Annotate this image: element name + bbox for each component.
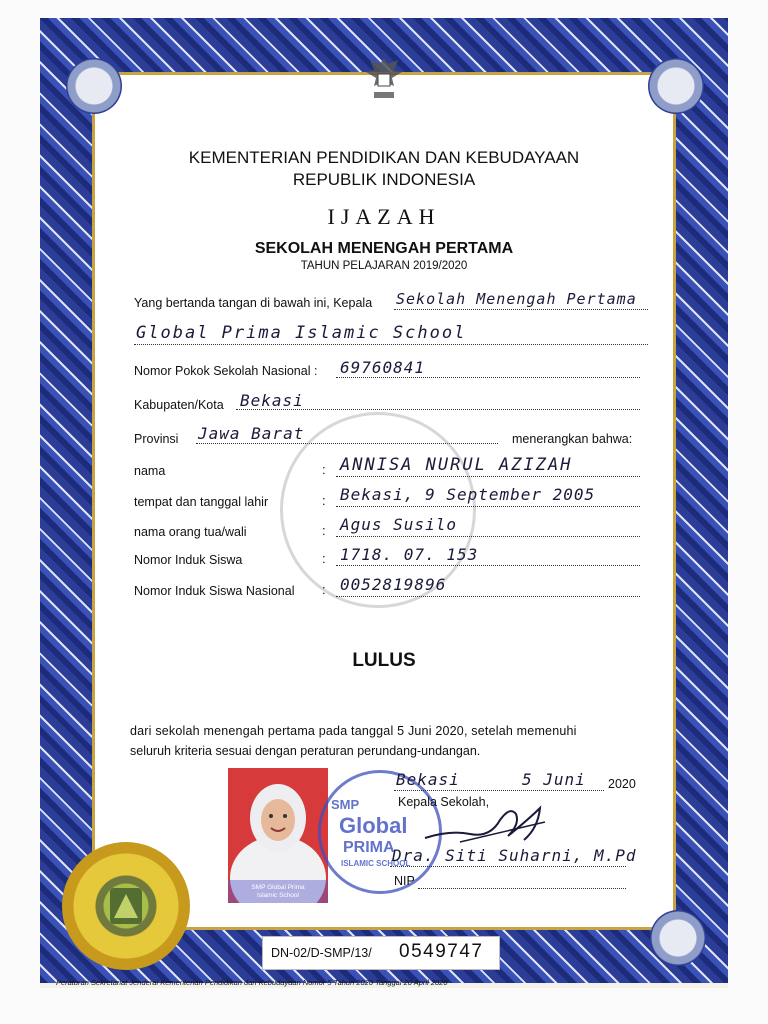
school-name: Global Prima Islamic School (136, 323, 467, 343)
stamp-text-smp: SMP (331, 797, 360, 812)
photo-caption-line2: Islamic School (257, 892, 299, 899)
sign-date: 5 Juni (522, 770, 586, 789)
field-label-nis: Nomor Induk Siswa (134, 553, 243, 567)
intro-underline (394, 309, 648, 310)
field-value-birth: Bekasi, 9 September 2005 (340, 485, 596, 504)
field-underline (336, 536, 640, 537)
principal-name-underline (390, 866, 626, 867)
hologram-seal (62, 842, 190, 970)
serial-number-box (262, 936, 500, 970)
field-value-name: ANNISA NURUL AZIZAH (340, 455, 573, 475)
regulation-footnote: Peraturan Sekretariat Jenderal Kementerian Pendidikan dan Kebudayaan Nomor 5 Tahun 2020 Tanggal 20 April 2020 (56, 978, 448, 987)
graduation-result: LULUS (352, 650, 416, 671)
field-value-nisn: 0052819896 (340, 575, 447, 594)
province-label: Provinsi (134, 432, 179, 446)
ministry-name-line1: KEMENTERIAN PENDIDIKAN DAN KEBUDAYAAN (188, 148, 580, 167)
nip-label: NIP (394, 874, 415, 888)
province-value: Jawa Barat (198, 424, 305, 443)
school-level-heading: SEKOLAH MENENGAH PERTAMA (254, 240, 514, 257)
field-colon: : (322, 462, 326, 477)
corner-ornament-bottom-right (650, 910, 706, 966)
npsn-label: Nomor Pokok Sekolah Nasional : (134, 364, 318, 378)
field-label-parent: nama orang tua/wali (134, 525, 247, 539)
field-colon: : (322, 551, 326, 566)
garuda-emblem-icon (364, 56, 404, 102)
student-photo (228, 768, 328, 903)
stamp-text-school: ISLAMIC SCHOOL (341, 859, 411, 868)
document-title: IJAZAH (327, 204, 441, 229)
regency-label: Kabupaten/Kota (134, 398, 224, 412)
student-portrait-icon (228, 768, 328, 903)
principal-role: Kepala Sekolah, (398, 795, 490, 809)
states-label: menerangkan bahwa: (512, 432, 633, 446)
field-value-nis: 1718. 07. 153 (340, 545, 479, 564)
principal-name: Dra. Siti Suharni, M.Pd (392, 846, 637, 865)
field-label-nisn: Nomor Induk Siswa Nasional (134, 584, 295, 598)
corner-ornament-top-left (66, 58, 122, 114)
sign-year: 2020 (608, 777, 636, 791)
serial-number: 0549747 (399, 941, 484, 962)
academic-year: TAHUN PELAJARAN 2019/2020 (300, 260, 468, 272)
field-underline (336, 596, 640, 597)
sign-place: Bekasi (396, 770, 460, 789)
ministry-logo-icon (62, 842, 190, 970)
school-name-underline (134, 344, 648, 345)
intro-value: Sekolah Menengah Pertama (396, 290, 637, 308)
field-colon: : (322, 582, 326, 597)
sign-date-underline (394, 790, 604, 791)
ministry-name-line2: REPUBLIK INDONESIA (292, 170, 476, 189)
statement-line-2: seluruh kriteria sesuai dengan peraturan perundang-undangan. (130, 744, 481, 758)
field-colon: : (322, 523, 326, 538)
field-value-parent: Agus Susilo (340, 515, 457, 534)
field-underline (336, 565, 640, 566)
statement-line-1: dari sekolah menengah pertama pada tanggal 5 Juni 2020, setelah memenuhi (130, 724, 577, 738)
field-underline (336, 476, 640, 477)
principal-signature-icon (420, 800, 550, 850)
field-colon: : (322, 493, 326, 508)
photo-caption-line1: SMP Global Prima (251, 884, 305, 891)
npsn-underline (336, 377, 640, 378)
regency-underline (236, 409, 640, 410)
stamp-text-global: Global (339, 813, 408, 838)
regency-value: Bekasi (240, 391, 304, 410)
field-label-birth: tempat dan tanggal lahir (134, 495, 269, 509)
npsn-value: 69760841 (340, 358, 426, 377)
field-underline (336, 506, 640, 507)
corner-ornament-top-right (648, 58, 704, 114)
stamp-text-prima: PRIMA (343, 839, 395, 856)
field-label-name: nama (134, 464, 166, 478)
nip-underline (418, 888, 626, 889)
serial-prefix: DN-02/D-SMP/13/ (271, 946, 372, 960)
intro-label: Yang bertanda tangan di bawah ini, Kepala (134, 296, 373, 310)
